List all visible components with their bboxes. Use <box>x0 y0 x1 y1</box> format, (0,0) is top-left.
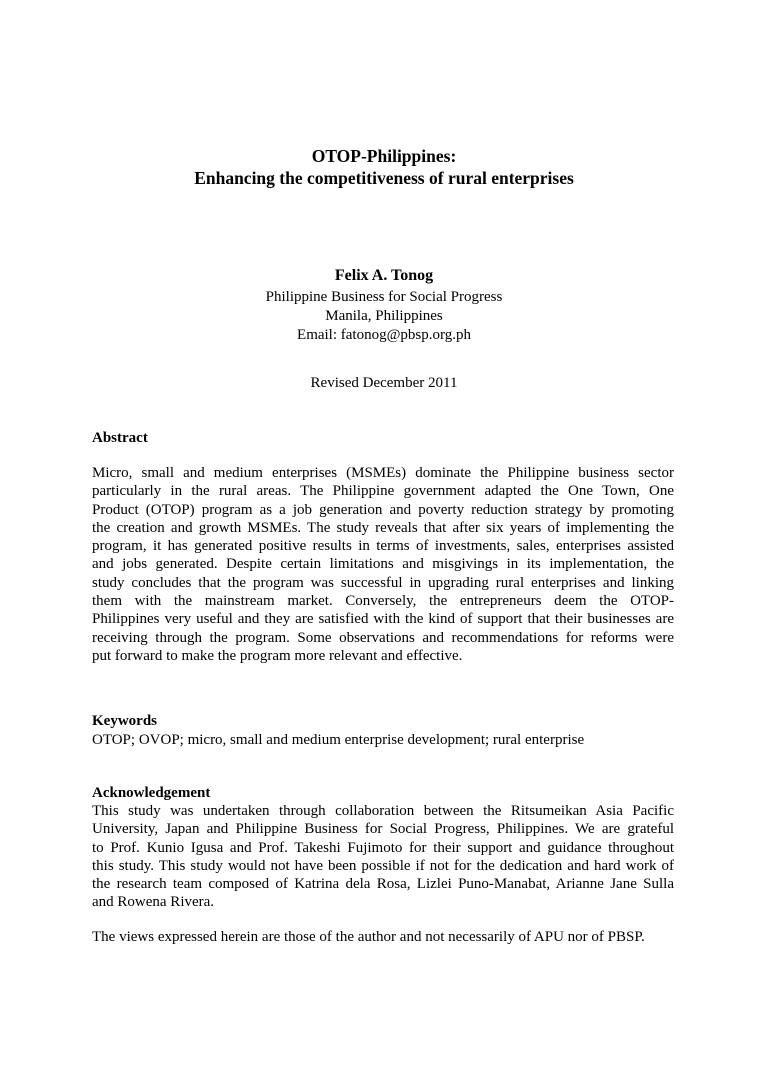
abstract-body <box>92 464 674 665</box>
author-name: Felix A. Tonog <box>334 267 434 284</box>
abstract-line: the creation and growth MSMEs. The study reveals that after six years of implementing the <box>92 519 674 536</box>
abstract-line: them with the mainstream market. Conversely, the entrepreneurs deem the OTOP- <box>92 593 674 610</box>
disclaimer <box>92 928 674 946</box>
disclaimer-line: The views expressed herein are those of the author and not necessarily of APU nor of PBSP. <box>92 929 645 945</box>
keywords-text <box>92 731 674 749</box>
acknowledgement-line: this study. This study would not have been possible if not for the dedication and hard work of <box>92 857 674 874</box>
abstract-line: program, it has generated positive results in terms of investments, sales, enterprises assisted <box>92 538 674 555</box>
paper-title <box>0 145 768 189</box>
acknowledgement-body <box>92 802 674 912</box>
title-line-1: OTOP-Philippines: <box>311 146 457 166</box>
author-block <box>0 266 768 345</box>
author-location: Manila, Philippines <box>325 308 443 324</box>
abstract-line: receiving through the program. Some observations and recommendations for reforms were <box>92 629 674 646</box>
abstract-line: Philippines very useful and they are satisfied with the kind of support that their businesses are <box>92 611 674 628</box>
abstract-line: Product (OTOP) program as a job generation and poverty reduction strategy by promoting <box>92 501 674 518</box>
acknowledgement-line: the research team composed of Katrina dela Rosa, Lizlei Puno-Manabat, Arianne Jane Sulla <box>92 876 674 893</box>
abstract-line: Micro, small and medium enterprises (MSMEs) dominate the Philippine business sector <box>92 465 674 481</box>
acknowledgement-heading: Acknowledgement <box>92 785 211 801</box>
title-line-2: Enhancing the competitiveness of rural enterprises <box>194 168 574 188</box>
abstract-line: study concludes that the program was successful in upgrading rural enterprises and linking <box>92 574 674 591</box>
abstract-line: and jobs generated. Despite certain limitations and misgivings in its implementation, the <box>92 556 674 573</box>
abstract-heading: Abstract <box>92 430 148 446</box>
author-email: Email: fatonog@pbsp.org.ph <box>297 327 471 343</box>
acknowledgement-line: This study was undertaken through collaboration between the Ritsumeikan Asia Pacific <box>92 803 674 819</box>
abstract-line: put forward to make the program more relevant and effective. <box>92 647 463 664</box>
acknowledgement-line: to Prof. Kunio Igusa and Prof. Takeshi Fujimoto for their support and guidance throughout <box>92 839 674 856</box>
revised-date: Revised December 2011 <box>310 375 458 391</box>
keywords-heading: Keywords <box>92 713 157 729</box>
keywords-line: OTOP; OVOP; micro, small and medium enterprise development; rural enterprise <box>92 732 585 748</box>
acknowledgement-line: University, Japan and Philippine Business for Social Progress, Philippines. We are grateful <box>92 821 674 838</box>
abstract-line: particularly in the rural areas. The Philippine government adapted the One Town, One <box>92 483 674 500</box>
acknowledgement-line: and Rowena Rivera. <box>92 894 215 911</box>
author-affiliation: Philippine Business for Social Progress <box>265 289 503 305</box>
